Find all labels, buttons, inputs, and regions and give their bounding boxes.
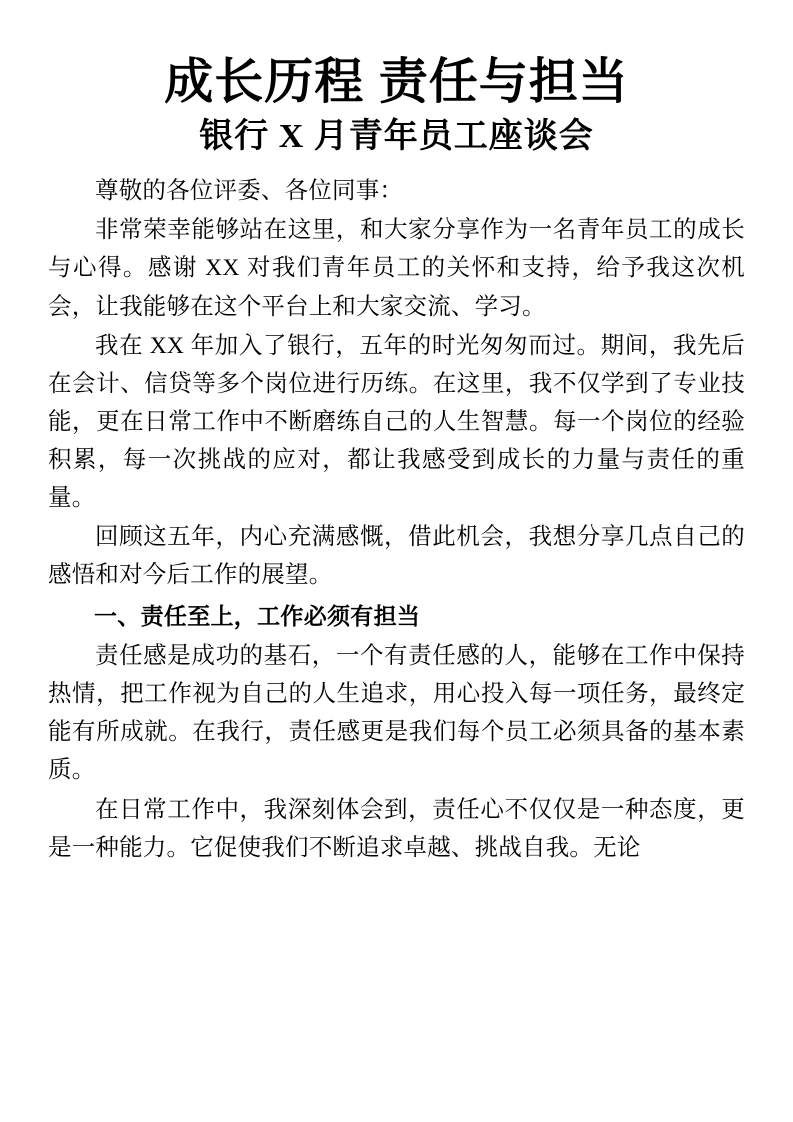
section-heading-1: 一、责任至上，工作必须有担当 bbox=[94, 603, 421, 629]
document-title-main: 成长历程 责任与担当 bbox=[164, 55, 629, 109]
paragraph-salutation: 尊敬的各位评委、各位同事： bbox=[95, 178, 404, 205]
paragraph-responsibility-1: 责任感是成功的基石，一个有责任感的人，能够在工作中保持热情，把工作视为自己的人生追求，用心投入每一项任务，最终定能有所成就。在我行，责任感更是我们每个员工必须具备的基本素质。 bbox=[48, 643, 745, 784]
paragraph-experience: 我在 XX 年加入了银行，五年的时光匆匆而过。期间，我先后在会计、信贷等多个岗位进行历练。在这里，我不仅学到了专业技能，更在日常工作中不断磨练自己的人生智慧。每一个岗位的经验积累，每一次挑战的应对，都让我感受到成长的力量与责任的重量。 bbox=[48, 332, 745, 511]
paragraph-review: 回顾这五年，内心充满感慨，借此机会，我想分享几点自己的感悟和对今后工作的展望。 bbox=[48, 523, 745, 588]
document-title-sub: 银行 X 月青年员工座谈会 bbox=[199, 117, 594, 155]
paragraph-responsibility-2: 在日常工作中，我深刻体会到，责任心不仅仅是一种态度，更是一种能力。它促使我们不断追求卓越、挑战自我。无论 bbox=[48, 796, 745, 861]
document-body bbox=[48, 172, 745, 866]
paragraph-intro: 非常荣幸能够站在这里，和大家分享作为一名青年员工的成长与心得。感谢 XX 对我们青年员工的关怀和支持，给予我这次机会，让我能够在这个平台上和大家交流、学习。 bbox=[48, 217, 745, 320]
